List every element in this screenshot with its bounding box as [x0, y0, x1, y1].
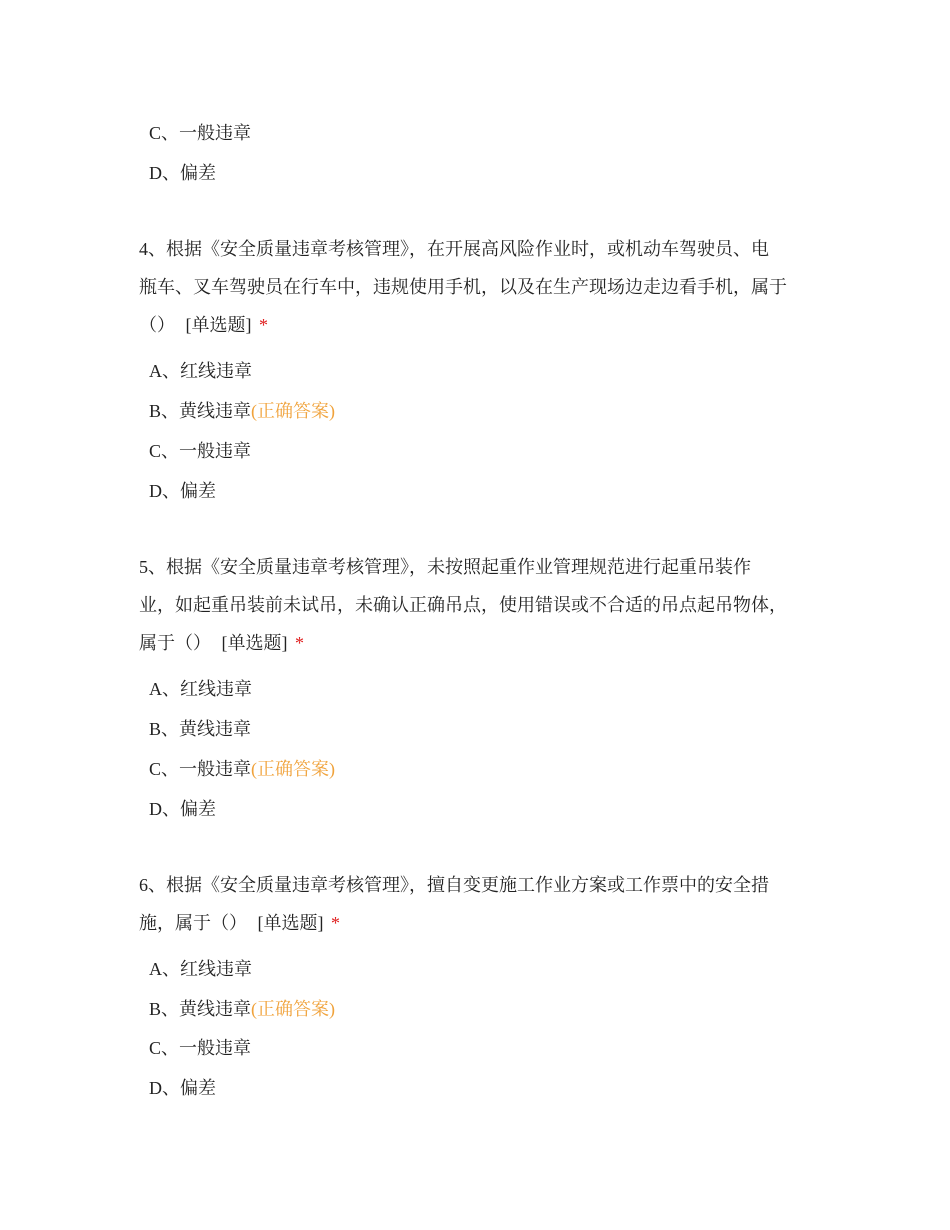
question-type-label: [单选题] — [185, 315, 252, 335]
option-d — [149, 162, 216, 184]
option-label: D、偏差 — [149, 799, 216, 819]
option-label: C、一般违章 — [149, 1038, 252, 1058]
question-type-label: [单选题] — [221, 633, 288, 653]
required-mark: * — [331, 913, 340, 933]
question-4-text-line-3 — [139, 314, 268, 336]
question-4-text-line-2: 瓶车、叉车驾驶员在行车中，违规使用手机，以及在生产现场边走边看手机，属于 — [139, 277, 787, 297]
option-d — [149, 1077, 216, 1099]
question-6-text-line-2-text: 施，属于（） — [139, 913, 247, 933]
option-label: B、黄线违章 — [149, 999, 252, 1019]
option-label: C、一般违章 — [149, 123, 252, 143]
option-label: C、一般违章 — [149, 441, 252, 461]
question-4-text-line-1: 4、根据《安全质量违章考核管理》，在开展高风险作业时，或机动车驾驶员、电 — [139, 239, 769, 259]
option-c — [149, 440, 251, 462]
option-a — [149, 678, 252, 700]
question-5-text-line-3 — [139, 632, 304, 654]
question-5-text-line-1: 5、根据《安全质量违章考核管理》，未按照起重作业管理规范进行起重吊装作 — [139, 557, 751, 577]
option-label: A、红线违章 — [149, 679, 252, 699]
option-label: D、偏差 — [149, 481, 216, 501]
correct-answer-note: (正确答案) — [251, 759, 336, 779]
correct-answer-note: (正确答案) — [251, 999, 336, 1019]
option-c — [149, 1037, 251, 1059]
option-d — [149, 480, 216, 502]
option-a — [149, 958, 252, 980]
required-mark: * — [295, 633, 304, 653]
required-mark: * — [259, 315, 268, 335]
option-label: D、偏差 — [149, 163, 216, 183]
question-5-text-line-3-text: 属于（） — [139, 633, 211, 653]
option-label: A、红线违章 — [149, 361, 252, 381]
question-6-text-line-2 — [139, 912, 340, 934]
question-5-text-line-2: 业，如起重吊装前未试吊，未确认正确吊点，使用错误或不合适的吊点起吊物体， — [139, 595, 787, 615]
option-a — [149, 360, 252, 382]
correct-answer-note: (正确答案) — [251, 401, 336, 421]
option-c — [149, 122, 251, 144]
option-label: B、黄线违章 — [149, 719, 252, 739]
question-4-text-line-3-text: （） — [139, 315, 175, 335]
option-label: D、偏差 — [149, 1078, 216, 1098]
question-type-label: [单选题] — [257, 913, 324, 933]
option-label: C、一般违章 — [149, 759, 252, 779]
option-c — [149, 758, 335, 780]
option-b — [149, 400, 335, 422]
option-label: A、红线违章 — [149, 959, 252, 979]
option-d — [149, 798, 216, 820]
option-label: B、黄线违章 — [149, 401, 252, 421]
option-b — [149, 998, 335, 1020]
option-b — [149, 718, 251, 740]
question-6-text-line-1: 6、根据《安全质量违章考核管理》，擅自变更施工作业方案或工作票中的安全措 — [139, 875, 769, 895]
